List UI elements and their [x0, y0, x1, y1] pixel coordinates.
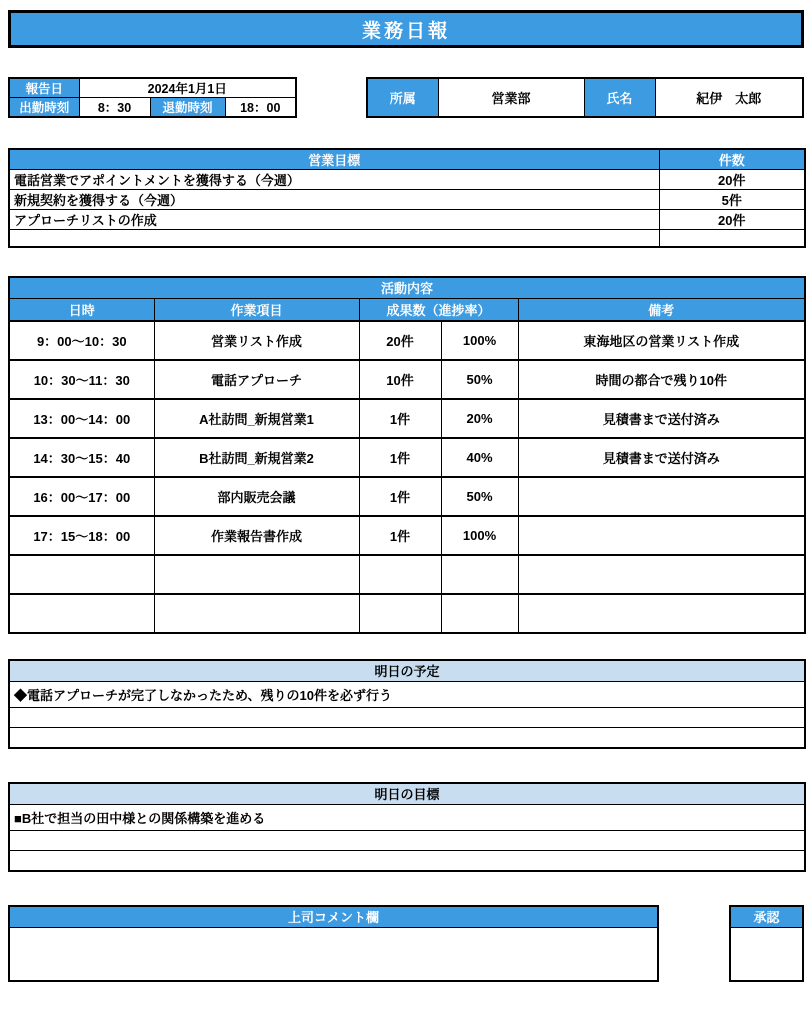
- activity-count: 20件: [359, 321, 441, 360]
- tomorrow-goal-text: [9, 851, 805, 871]
- tomorrow-goal-text: ■B社で担当の田中様との関係構築を進める: [9, 805, 805, 831]
- activity-progress: 50%: [441, 477, 518, 516]
- activity-note: 東海地区の営業リスト作成: [518, 321, 805, 360]
- activity-progress: 100%: [441, 321, 518, 360]
- name-label: 氏名: [584, 78, 655, 117]
- tomorrow-goal-title: 明日の目標: [9, 783, 805, 805]
- bottom-spacer: [659, 905, 729, 982]
- activity-task: 電話アプローチ: [154, 360, 359, 399]
- activity-progress: 40%: [441, 438, 518, 477]
- employee-table: [366, 77, 804, 118]
- goal-count: 5件: [659, 190, 805, 210]
- activity-row: [9, 438, 805, 477]
- activity-row: [9, 516, 805, 555]
- clock-out-label: 退勤時刻: [150, 98, 225, 118]
- activities-header-time: 日時: [9, 299, 154, 321]
- supervisor-comment-row: [9, 928, 658, 981]
- activity-note: [518, 516, 805, 555]
- goal-text: [9, 230, 659, 247]
- goal-text: 電話営業でアポイントメントを獲得する（今週）: [9, 170, 659, 190]
- supervisor-comment-title: 上司コメント欄: [9, 906, 658, 928]
- goal-text: 新規契約を獲得する（今週）: [9, 190, 659, 210]
- report-date-row: [9, 78, 296, 98]
- tomorrow-plan-title: 明日の予定: [9, 660, 805, 682]
- supervisor-comment-box: [9, 928, 658, 981]
- clock-out-value: 18：00: [225, 98, 296, 118]
- activity-time: [9, 555, 154, 594]
- goals-count-header: 件数: [659, 149, 805, 170]
- work-time-row: [9, 98, 296, 118]
- activity-task: B社訪問_新規営業2: [154, 438, 359, 477]
- activity-note: [518, 594, 805, 633]
- activities-title-row: [9, 277, 805, 299]
- goals-header-row: [9, 149, 805, 170]
- approval-box: [730, 928, 803, 981]
- tomorrow-goal-row: [9, 851, 805, 871]
- employee-row: [367, 78, 803, 117]
- goals-header: 営業目標: [9, 149, 659, 170]
- tomorrow-goal-text: [9, 831, 805, 851]
- activity-count: [359, 555, 441, 594]
- activities-title: 活動内容: [9, 277, 805, 299]
- activities-table: [8, 276, 806, 634]
- activity-progress: 20%: [441, 399, 518, 438]
- activity-count: 1件: [359, 399, 441, 438]
- activity-progress: 50%: [441, 360, 518, 399]
- activity-time: 9：00～10：30: [9, 321, 154, 360]
- activity-count: [359, 594, 441, 633]
- info-spacer: [297, 77, 366, 118]
- tomorrow-plan-text: [9, 728, 805, 748]
- tomorrow-goal-row: [9, 831, 805, 851]
- approval-header-row: [730, 906, 803, 928]
- activity-note: [518, 477, 805, 516]
- activity-time: 17：15～18：00: [9, 516, 154, 555]
- goal-text: アプローチリストの作成: [9, 210, 659, 230]
- goal-row: [9, 190, 805, 210]
- report-date-value: 2024年1月1日: [79, 78, 296, 98]
- activities-header-task: 作業項目: [154, 299, 359, 321]
- sales-goals-table: [8, 148, 806, 248]
- goal-count: [659, 230, 805, 247]
- activity-progress: [441, 594, 518, 633]
- activity-count: 10件: [359, 360, 441, 399]
- tomorrow-goal-table: [8, 782, 806, 872]
- goal-count: 20件: [659, 210, 805, 230]
- activity-row: [9, 321, 805, 360]
- clock-in-value: 8：30: [79, 98, 150, 118]
- activity-task: [154, 555, 359, 594]
- activity-note: 見積書まで送付済み: [518, 399, 805, 438]
- approval-row: [730, 928, 803, 981]
- activity-count: 1件: [359, 516, 441, 555]
- approval-title: 承認: [730, 906, 803, 928]
- approval-table: [729, 905, 804, 982]
- activities-header-result: 成果数（進捗率）: [359, 299, 518, 321]
- activity-task: 作業報告書作成: [154, 516, 359, 555]
- activities-header-note: 備考: [518, 299, 805, 321]
- activity-count: 1件: [359, 438, 441, 477]
- page-title: 業務日報: [8, 10, 804, 48]
- tomorrow-plan-text: ◆電話アプローチが完了しなかったため、残りの10件を必ず行う: [9, 682, 805, 708]
- tomorrow-goal-header-row: [9, 783, 805, 805]
- name-value: 紀伊 太郎: [655, 78, 803, 117]
- goal-row: [9, 170, 805, 190]
- activity-task: 部内販売会議: [154, 477, 359, 516]
- goal-row: [9, 230, 805, 247]
- bottom-section: [8, 905, 804, 982]
- activity-row: [9, 555, 805, 594]
- department-value: 営業部: [438, 78, 584, 117]
- activity-count: 1件: [359, 477, 441, 516]
- tomorrow-plan-header-row: [9, 660, 805, 682]
- activity-row: [9, 477, 805, 516]
- info-section: [8, 77, 804, 118]
- activity-note: [518, 555, 805, 594]
- date-time-table: [8, 77, 297, 118]
- activity-time: 16：00～17：00: [9, 477, 154, 516]
- activity-row: [9, 399, 805, 438]
- goal-row: [9, 210, 805, 230]
- activity-time: 10：30～11：30: [9, 360, 154, 399]
- activity-progress: 100%: [441, 516, 518, 555]
- clock-in-label: 出勤時刻: [9, 98, 79, 118]
- tomorrow-plan-row: [9, 728, 805, 748]
- report-date-label: 報告日: [9, 78, 79, 98]
- activity-task: A社訪問_新規営業1: [154, 399, 359, 438]
- activity-time: [9, 594, 154, 633]
- tomorrow-plan-table: [8, 659, 806, 749]
- activity-progress: [441, 555, 518, 594]
- activity-note: 時間の都合で残り10件: [518, 360, 805, 399]
- activities-header-row: [9, 299, 805, 321]
- supervisor-comment-header-row: [9, 906, 658, 928]
- tomorrow-plan-row: [9, 682, 805, 708]
- tomorrow-plan-text: [9, 708, 805, 728]
- supervisor-comment-table: [8, 905, 659, 982]
- tomorrow-goal-row: [9, 805, 805, 831]
- department-label: 所属: [367, 78, 438, 117]
- goal-count: 20件: [659, 170, 805, 190]
- activity-time: 13：00～14：00: [9, 399, 154, 438]
- activity-task: [154, 594, 359, 633]
- activity-row: [9, 360, 805, 399]
- tomorrow-plan-row: [9, 708, 805, 728]
- activity-time: 14：30～15：40: [9, 438, 154, 477]
- activity-row: [9, 594, 805, 633]
- activity-task: 営業リスト作成: [154, 321, 359, 360]
- activity-note: 見積書まで送付済み: [518, 438, 805, 477]
